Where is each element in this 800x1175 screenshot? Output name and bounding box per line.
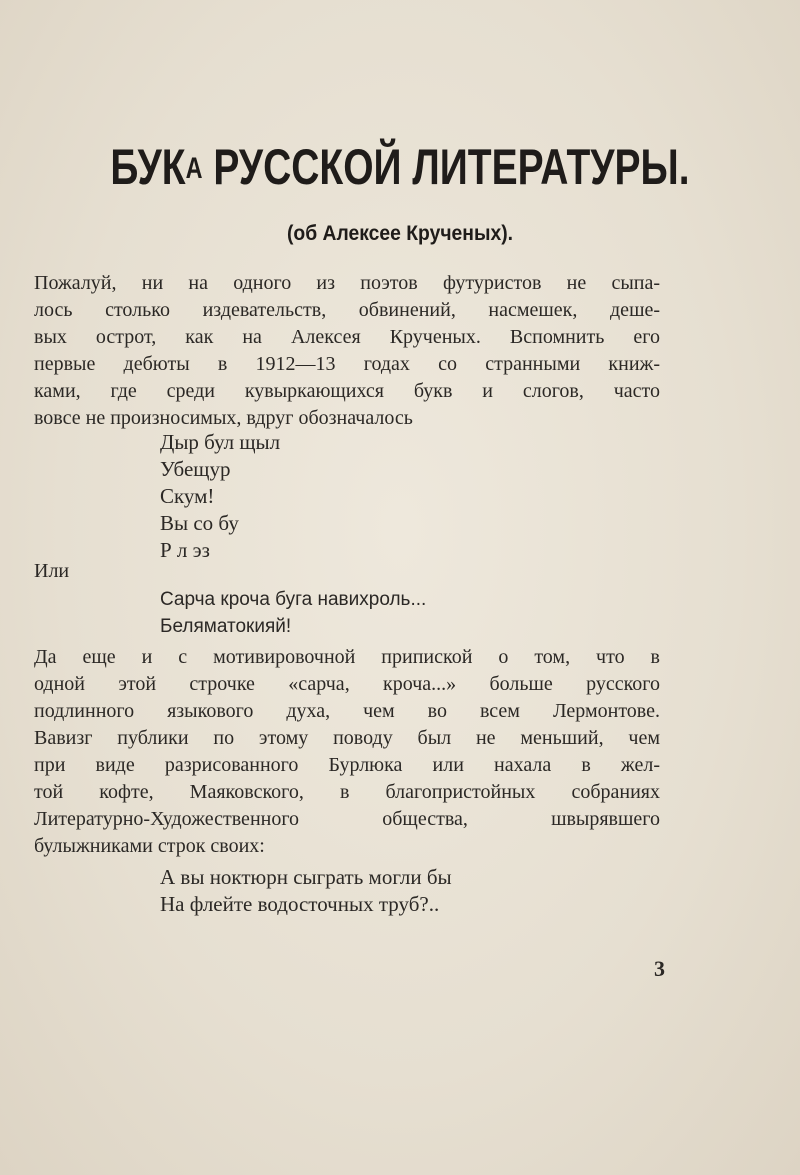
text-line: Литературно-Художественного общества, швырявшего xyxy=(34,808,660,830)
text-line: ками, где среди кувыркающихся букв и слогов, часто xyxy=(34,380,660,402)
paragraph-2 xyxy=(34,644,694,860)
connector-word: Или xyxy=(34,560,70,582)
text-line: одной этой строчке «сарча, кроча...» больше русского xyxy=(34,673,660,695)
verse-line: А вы ноктюрн сыграть могли бы xyxy=(160,865,452,889)
verse-line: Беляматокияй! xyxy=(160,616,292,637)
subtitle: (об Алексее Крученых). xyxy=(286,222,514,245)
verse-line: Вы со бу xyxy=(160,511,239,535)
verse-1 xyxy=(160,429,280,564)
verse-line: Скум! xyxy=(160,484,215,508)
text-line: лось столько издевательств, обвинений, насмешек, деше- xyxy=(34,299,660,321)
verse-3 xyxy=(160,864,452,918)
text-line: при виде разрисованного Бурлюка или нахала в жел- xyxy=(34,754,660,776)
text-line: вовсе не произносимых, вдруг обозначалось xyxy=(34,407,413,429)
title-small-a: А xyxy=(185,152,203,185)
text-line: подлинного языкового духа, чем во всем Лермонтове. xyxy=(34,700,660,722)
text-line: Да еще и с мотивировочной припиской о том, что в xyxy=(34,646,660,668)
text-line: булыжниками строк своих: xyxy=(34,835,265,857)
title-part1: БУК xyxy=(110,139,186,195)
verse-2 xyxy=(160,586,426,640)
text-line: той кофте, Маяковского, в благопристойных собраниях xyxy=(34,781,660,803)
page-title xyxy=(88,138,712,196)
verse-line: Р л эз xyxy=(160,538,210,562)
page-number: 3 xyxy=(654,956,665,981)
verse-line: Сарча кроча буга навихроль... xyxy=(160,589,427,610)
verse-line: Дыр бул щыл xyxy=(160,430,281,454)
text-line: первые дебюты в 1912—13 годах со странными книж- xyxy=(34,353,660,375)
verse-line: На флейте водосточных труб?.. xyxy=(160,892,440,916)
text-line: вых острот, как на Алексея Крученых. Вспомнить его xyxy=(34,326,660,348)
paragraph-1 xyxy=(34,270,694,432)
title-part2: РУССКОЙ ЛИТЕРАТУРЫ. xyxy=(202,139,690,195)
verse-line: Убещур xyxy=(160,457,231,481)
text-line: Пожалуй, ни на одного из поэтов футуристов не сыпа- xyxy=(34,272,660,294)
text-line: Вавизг публики по этому поводу был не меньший, чем xyxy=(34,727,660,749)
